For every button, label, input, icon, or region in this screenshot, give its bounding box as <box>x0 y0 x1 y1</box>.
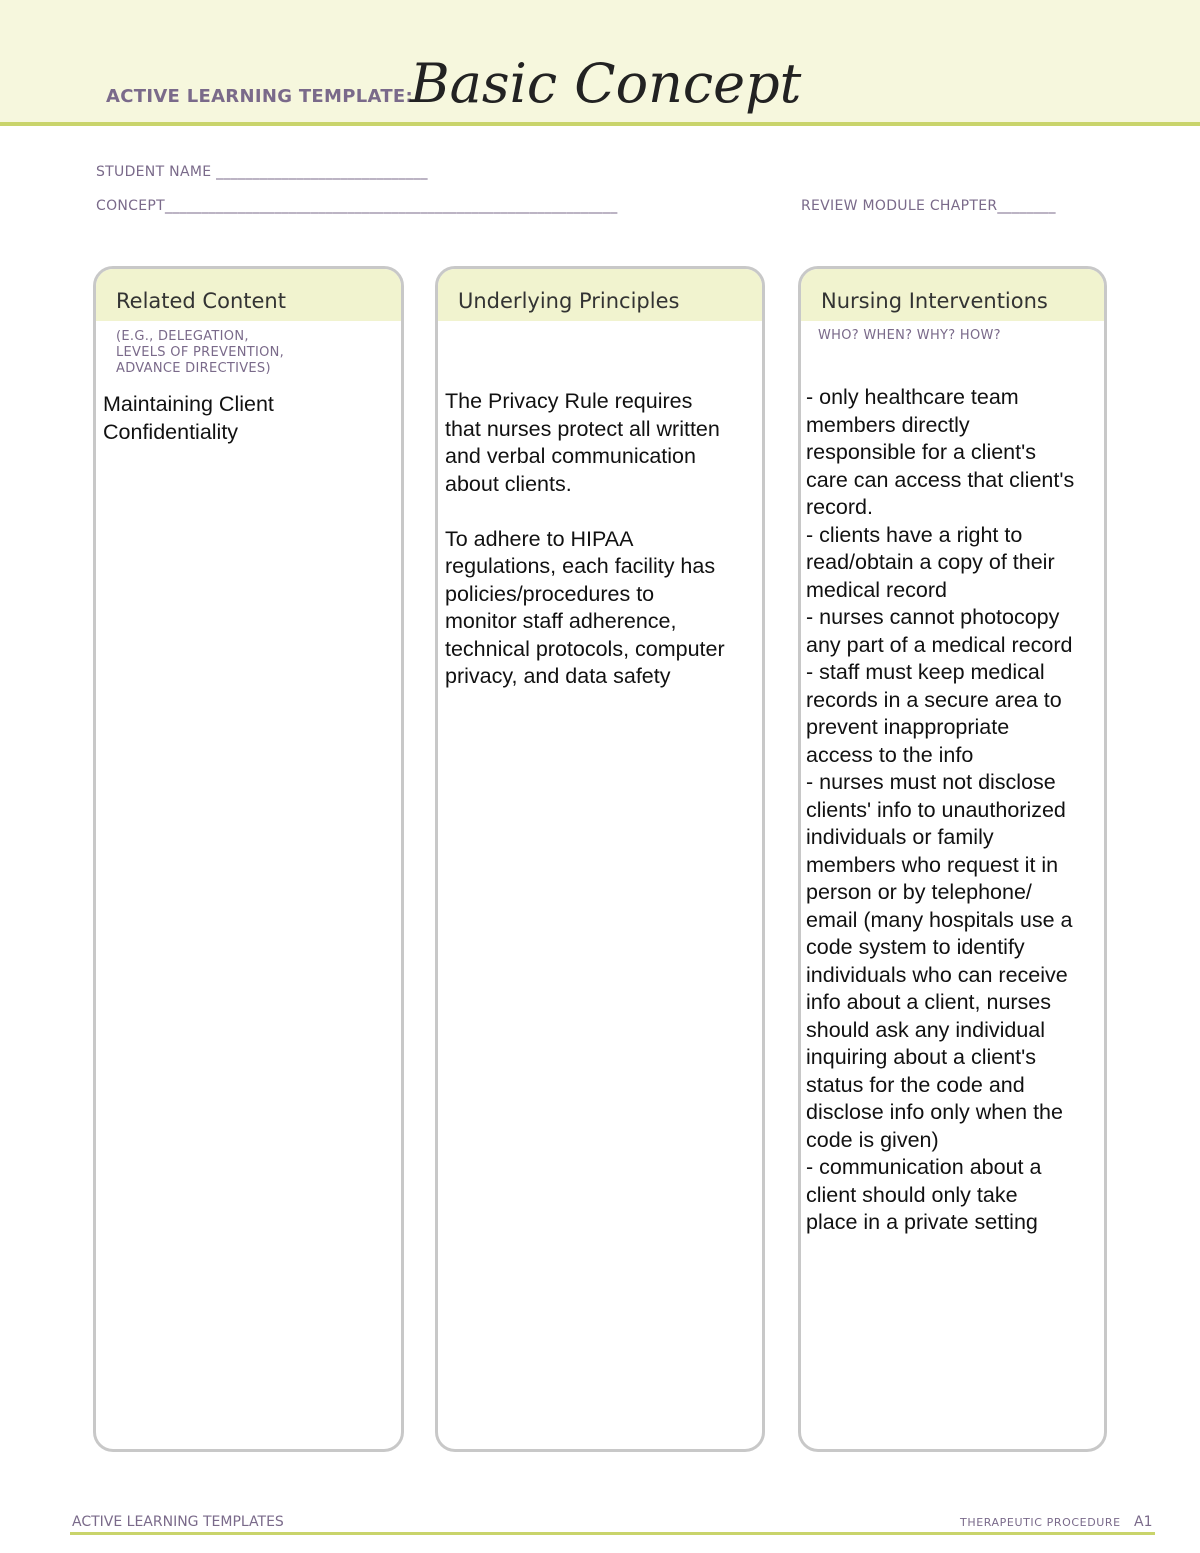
related-content-body[interactable]: Maintaining Client Confidentiality <box>103 392 274 444</box>
page-number: A1 <box>1134 1514 1153 1530</box>
template-title: Basic Concept <box>410 52 802 115</box>
subtitle-line: WHO? WHEN? WHY? HOW? <box>818 328 1001 343</box>
underlying-principles-body[interactable]: The Privacy Rule requires that nurses protect all written and verbal communication about clients. To adhere to HIPAA regulations, each facility has policies/procedures to monitor staff adherence, technical protocols, computer privacy, and data safety <box>445 389 725 688</box>
nursing-interventions-body[interactable]: - only healthcare team members directly responsible for a client's care can access that client's record. - clients have a right to read/obtain a copy of their medical record - nurses cannot photocopy any part of a medical record - staff must keep medical records in a secure area to prevent inappropriate access to the info - nurses must not disclose clients' info to unauthorized individuals or family members who request it in person or by telephone/ email (many hospitals use a code system to identify individuals who can receive info about a client, nurses should ask any individual inquiring about a client's status for the code and disclose info only when the code is given) - communication about a client should only take place in a private setting <box>806 385 1075 1234</box>
underlying-principles-card <box>435 266 765 1452</box>
template-label: ACTIVE LEARNING TEMPLATE: <box>106 86 413 107</box>
related-content-card <box>93 266 404 1452</box>
nursing-interventions-heading: Nursing Interventions <box>801 269 1104 321</box>
related-content-heading: Related Content <box>96 269 401 321</box>
review-module-chapter-field[interactable]: REVIEW MODULE CHAPTER________ <box>801 198 1056 214</box>
nursing-interventions-card <box>798 266 1107 1452</box>
header-divider <box>0 122 1200 126</box>
student-name-field[interactable]: STUDENT NAME _____________________________ <box>96 164 428 180</box>
footer-left-text: ACTIVE LEARNING TEMPLATES <box>72 1514 284 1530</box>
subtitle-line: ADVANCE DIRECTIVES) <box>116 361 271 376</box>
subtitle-line: LEVELS OF PREVENTION, <box>116 345 285 360</box>
nursing-interventions-subtitle <box>801 321 1104 344</box>
footer-right-text: THERAPEUTIC PROCEDURE <box>960 1516 1121 1529</box>
concept-field[interactable]: CONCEPT______________________________________________________________ <box>96 198 618 214</box>
related-content-subtitle <box>96 321 401 377</box>
subtitle-line: (E.G., DELEGATION, <box>116 329 249 344</box>
footer-divider <box>70 1532 1155 1535</box>
underlying-principles-heading: Underlying Principles <box>438 269 762 321</box>
